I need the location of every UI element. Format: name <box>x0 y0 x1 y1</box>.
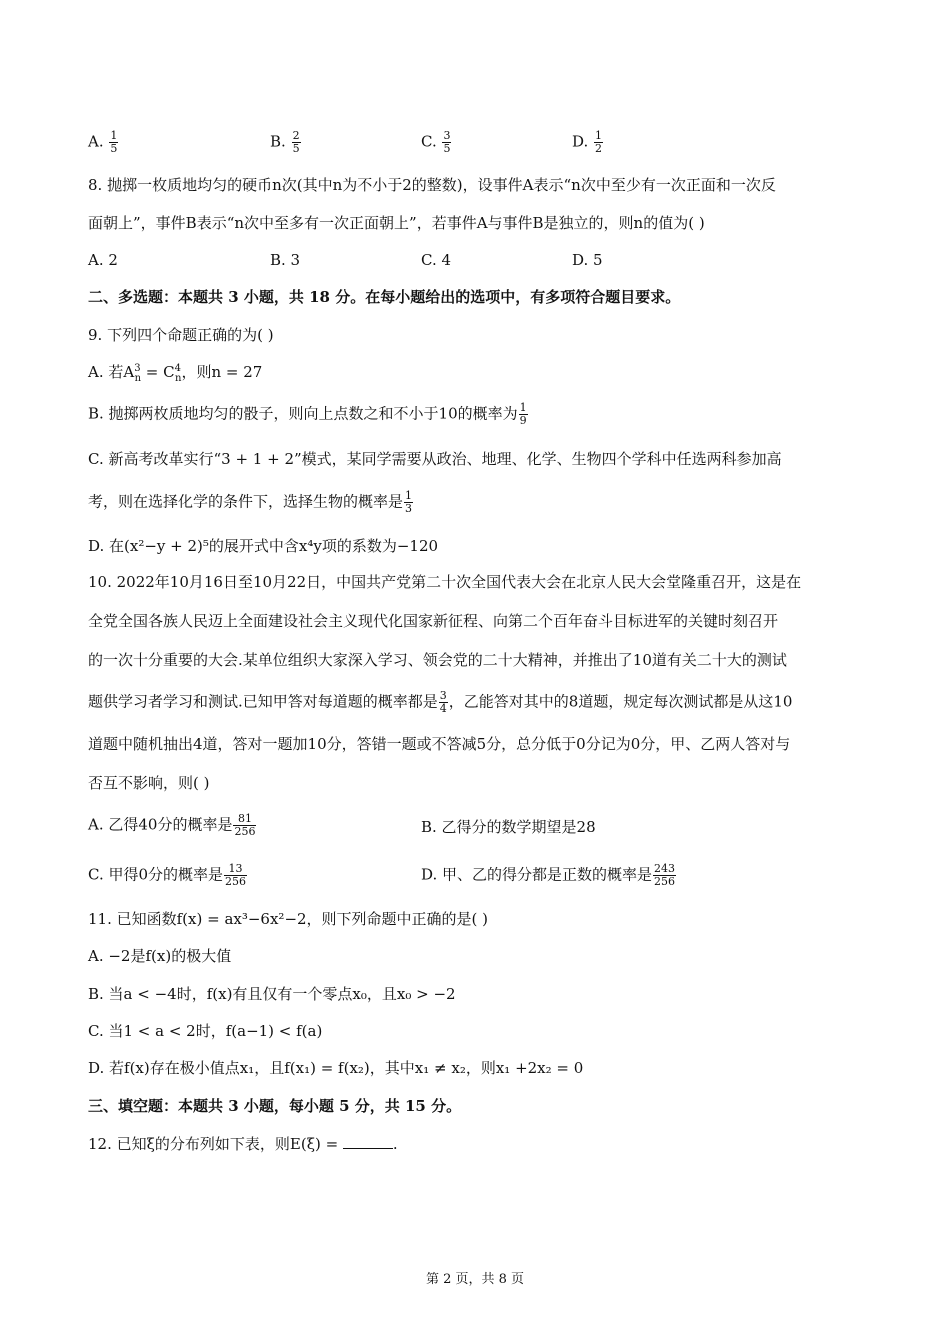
q7-option-d: D. $\frac{1}{2}$ <box>572 129 603 155</box>
q9-option-c-line1: C. 新高考改革实行“3 + 1 + 2”模式，某同学需要从政治、地理、化学、生物四个学科中任选两科参加高 <box>88 450 782 468</box>
q7-option-c: C. $\frac{3}{5}$ <box>421 129 451 155</box>
section-heading-multi-choice: 二、多选题：本题共 3 小题，共 18 分。在每小题给出的选项中，有多项符合题目要求。 <box>88 288 681 306</box>
q8-option-a: A. 2 <box>88 251 118 269</box>
q8-stem-line1: 8. 抛掷一枚质地均匀的硬币n次(其中n为不小于2的整数)，设事件A表示“n次中至少有一次正面和一次反 <box>88 176 776 194</box>
q7-option-a: A. $\frac{1}{5}$ <box>88 129 118 155</box>
q10-stem-line1: 10. 2022年10月16日至10月22日，中国共产党第二十次全国代表大会在北京人民大会堂隆重召开，这是在 <box>88 573 802 591</box>
q11-option-d: D. 若f(x)存在极小值点x₁，且f(x₁) = f(x₂)，其中x₁ ≠ x₂，则x₁ +2x₂ = 0 <box>88 1059 584 1077</box>
q10-stem-line6: 否互不影响，则( ) <box>88 774 210 792</box>
q8-option-c: C. 4 <box>421 251 452 269</box>
section-heading-fill-in: 三、填空题：本题共 3 小题，每小题 5 分，共 15 分。 <box>88 1097 462 1115</box>
answer-blank[interactable] <box>343 1134 393 1149</box>
q10-option-d: D. 甲、乙的得分都是正数的概率是 $\frac{243}{256}$ <box>421 862 676 888</box>
q11-stem: 11. 已知函数f(x) = ax³−6x²−2，则下列命题中正确的是( ) <box>88 910 489 928</box>
q9-option-c-line2: 考，则在选择化学的条件下，选择生物的概率是 $\frac{1}{3}$ <box>88 489 413 515</box>
page-footer: 第 2 页，共 8 页 <box>425 1272 525 1287</box>
q8-option-b: B. 3 <box>270 251 301 269</box>
q10-stem-line5: 道题中随机抽出4道，答对一题加10分，答错一题或不答减5分，总分低于0分记为0分，甲、乙两人答对与 <box>88 735 791 753</box>
q10-option-b: B. 乙得分的数学期望是28 <box>421 818 596 836</box>
q7-option-b: B. $\frac{2}{5}$ <box>270 129 300 155</box>
q10-option-a: A. 乙得40分的概率是 $\frac{81}{256}$ <box>88 812 256 838</box>
q9-stem: 9. 下列四个命题正确的为( ) <box>88 326 274 344</box>
q10-stem-line3: 的一次十分重要的大会.某单位组织大家深入学习、领会党的二十大精神，并推出了10道有关二十大的测试 <box>88 651 787 669</box>
q9-option-d: D. 在(x²−y + 2)⁵的展开式中含x⁴y项的系数为−120 <box>88 537 439 555</box>
q11-option-b: B. 当a < −4时，f(x)有且仅有一个零点x₀，且x₀ > −2 <box>88 985 456 1003</box>
q8-stem-line2: 面朝上”，事件B表示“n次中至多有一次正面朝上”，若事件A与事件B是独立的，则n的值为( ) <box>88 214 705 232</box>
q10-option-c: C. 甲得0分的概率是 $\frac{13}{256}$ <box>88 862 247 888</box>
q10-stem-line2: 全党全国各族人民迈上全面建设社会主义现代化国家新征程、向第二个百年奋斗目标进军的关键时刻召开 <box>88 612 779 630</box>
q12-stem: 12. 已知ξ的分布列如下表，则E(ξ) = . <box>88 1135 398 1153</box>
q10-stem-line4: 题供学习者学习和测试.已知甲答对每道题的概率都是 $\frac{3}{4}$ ，乙能答对其中的8道题，规定每次测试都是从这10 <box>88 689 793 715</box>
q11-option-a: A. −2是f(x)的极大值 <box>88 947 232 965</box>
q9-option-b: B. 抛掷两枚质地均匀的骰子，则向上点数之和不小于10的概率为 $\frac{1}{9}$ <box>88 401 527 427</box>
q8-option-d: D. 5 <box>572 251 603 269</box>
q9-option-a: A. 若$A^3_n = C^4_n$，则n = 27 <box>88 363 263 384</box>
q11-option-c: C. 当1 < a < 2时，f(a−1) < f(a) <box>88 1022 323 1040</box>
